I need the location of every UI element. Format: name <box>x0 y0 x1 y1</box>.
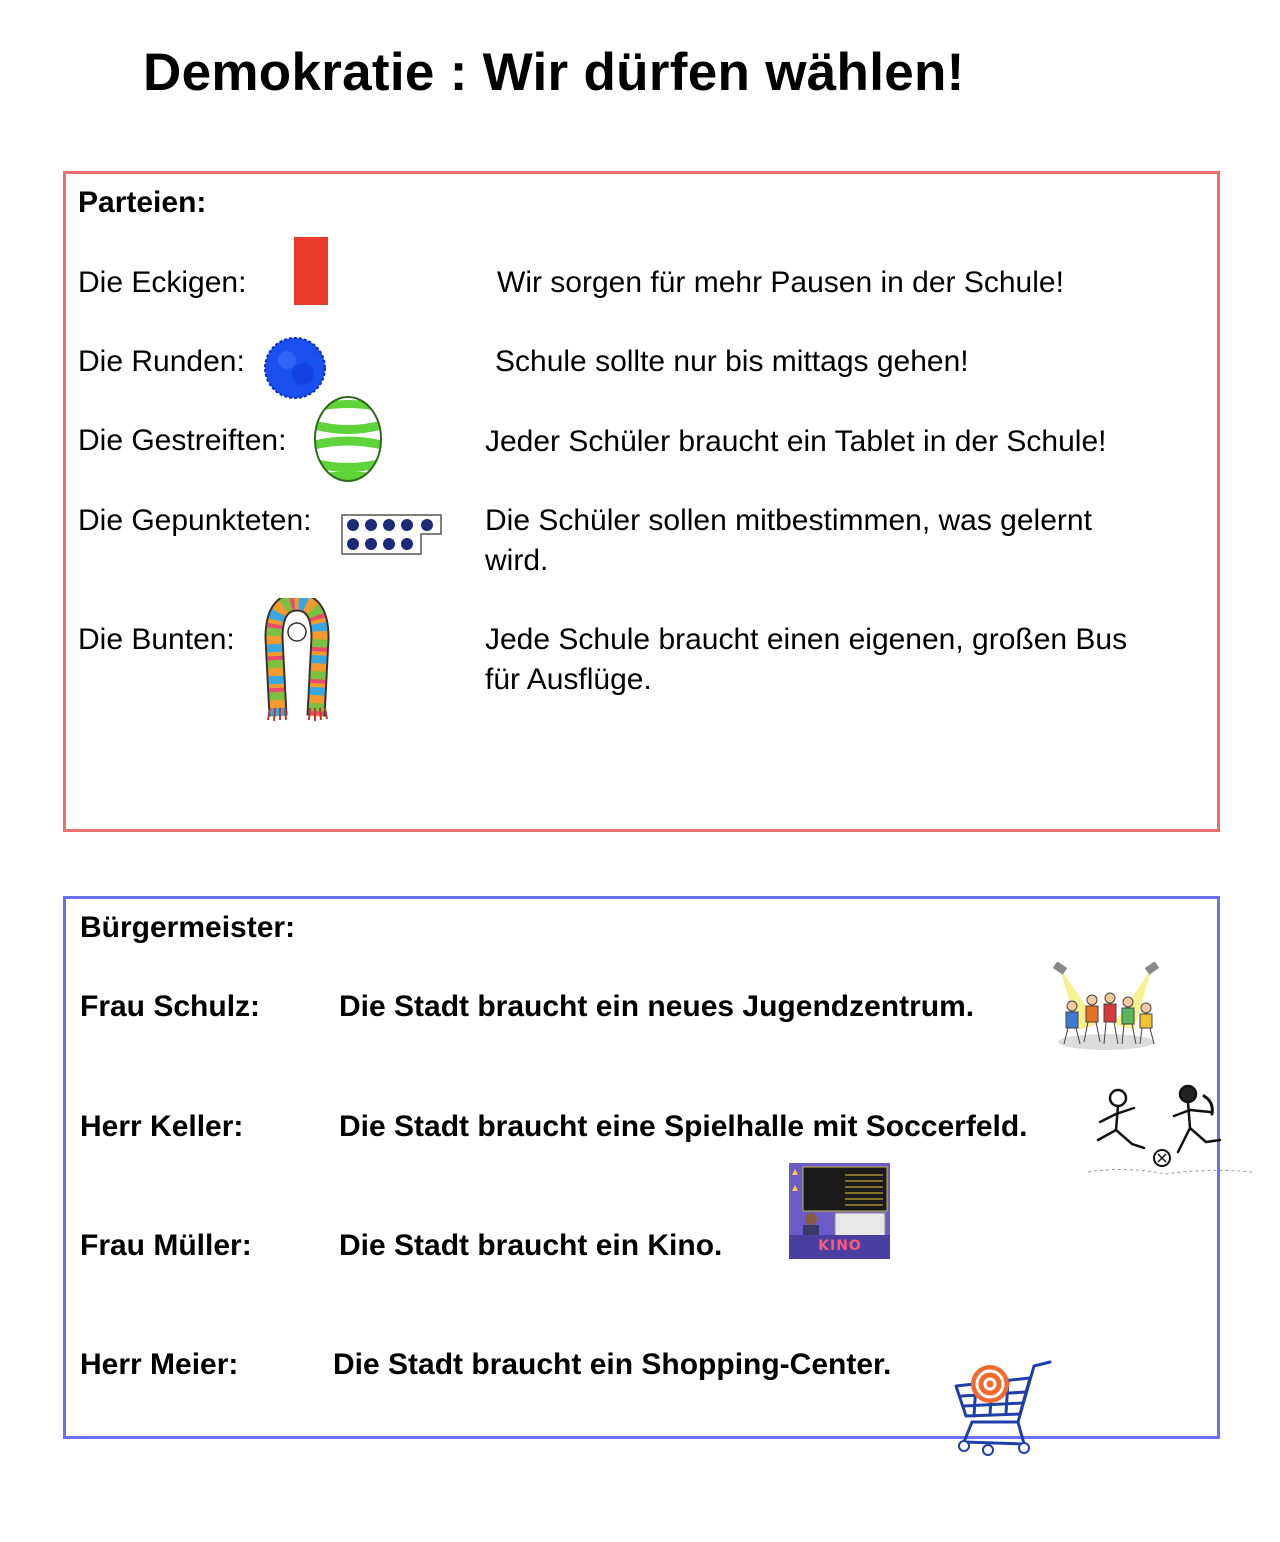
party-name-gepunkteten: Die Gepunkteten: <box>78 504 312 537</box>
candidate-statement-mueller: Die Stadt braucht ein Kino. <box>339 1229 723 1262</box>
colorful-scarf-icon <box>260 598 334 724</box>
candidate-name-meier: Herr Meier: <box>80 1348 239 1381</box>
party-name-runden: Die Runden: <box>78 345 245 378</box>
party-slogan-gepunkteten <box>485 501 1092 581</box>
cinema-sign-label: KINO <box>818 1238 862 1254</box>
parteien-heading: Parteien: <box>78 186 207 219</box>
candidate-statement-keller: Die Stadt braucht eine Spielhalle mit Soccerfeld. <box>339 1110 1028 1143</box>
slogan-line: für Ausflüge. <box>485 663 652 696</box>
candidate-statement-schulz: Die Stadt braucht ein neues Jugendzentrum. <box>339 990 975 1023</box>
slogan-line: wird. <box>485 544 549 577</box>
candidate-name-schulz: Frau Schulz: <box>80 990 261 1023</box>
candidate-statement-meier: Die Stadt braucht ein Shopping-Center. <box>333 1348 892 1381</box>
slogan-line: Die Schüler sollen mitbestimmen, was gelernt <box>485 504 1092 537</box>
candidate-name-keller: Herr Keller: <box>80 1110 244 1143</box>
party-slogan-gestreiften: Jeder Schüler braucht ein Tablet in der Schule! <box>485 425 1107 458</box>
party-slogan-eckigen: Wir sorgen für mehr Pausen in der Schule! <box>497 266 1064 299</box>
party-name-bunten: Die Bunten: <box>78 623 235 656</box>
striped-egg-icon <box>312 394 384 484</box>
red-rectangle-icon <box>294 237 329 306</box>
candidate-name-mueller: Frau Müller: <box>80 1229 252 1262</box>
shopping-cart-icon <box>950 1356 1056 1458</box>
buergermeister-heading: Bürgermeister: <box>80 911 296 944</box>
blue-circle-icon <box>263 336 327 400</box>
page-title: Demokratie : Wir dürfen wählen! <box>143 43 965 102</box>
party-name-gestreiften: Die Gestreiften: <box>78 424 287 457</box>
party-slogan-bunten <box>485 620 1127 700</box>
dots-card-icon <box>341 514 443 556</box>
slogan-line: Jede Schule braucht einen eigenen, großen Bus <box>485 623 1128 656</box>
party-name-eckigen: Die Eckigen: <box>78 266 247 299</box>
dancing-youth-icon <box>1052 962 1160 1054</box>
party-slogan-runden: Schule sollte nur bis mittags gehen! <box>495 345 969 378</box>
soccer-players-icon <box>1086 1082 1256 1182</box>
